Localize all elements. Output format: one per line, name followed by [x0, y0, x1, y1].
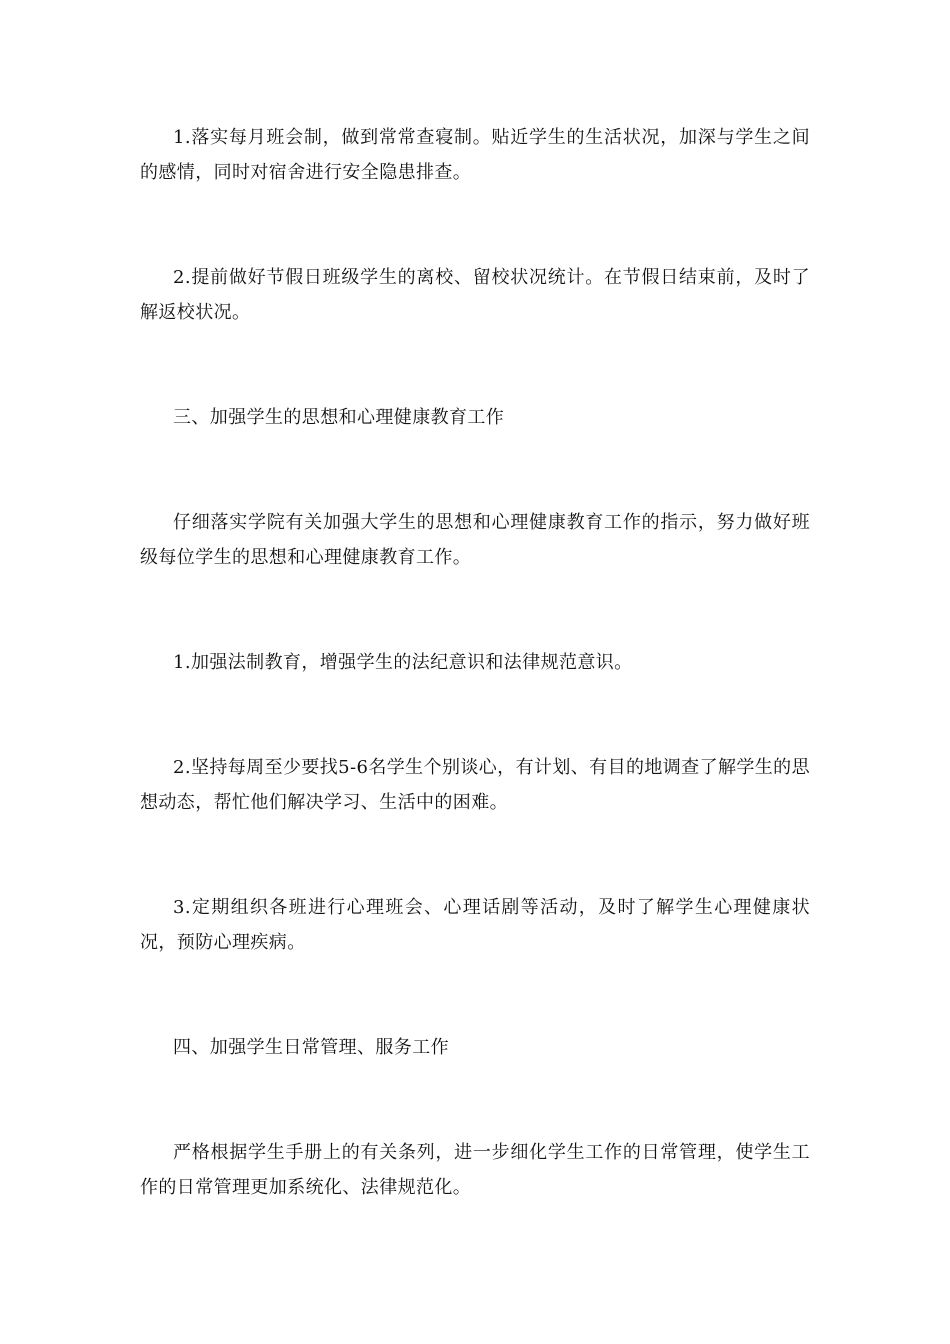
paragraph-student-talks: 2.坚持每周至少要找5-6名学生个别谈心，有计划、有目的地调查了解学生的思想动态，帮忙他们解决学习、生活中的困难。 — [140, 757, 810, 813]
paragraph-psych-activities: 3.定期组织各班进行心理班会、心理话剧等活动，及时了解学生心理健康状况，预防心理疾病。 — [140, 897, 810, 953]
paragraph-mental-health-intro: 仔细落实学院有关加强大学生的思想和心理健康教育工作的指示，努力做好班级每位学生的思想和心理健康教育工作。 — [140, 512, 810, 568]
paragraph-legal-education: 1.加强法制教育，增强学生的法纪意识和法律规范意识。 — [173, 652, 633, 673]
section-heading-daily-management: 四、加强学生日常管理、服务工作 — [173, 1037, 449, 1058]
paragraph-holiday-statistics: 2.提前做好节假日班级学生的离校、留校状况统计。在节假日结束前，及时了解返校状况。 — [140, 267, 810, 323]
section-heading-mental-health: 三、加强学生的思想和心理健康教育工作 — [173, 407, 505, 428]
paragraph-daily-management: 严格根据学生手册上的有关条列，进一步细化学生工作的日常管理，使学生工作的日常管理更加系统化、法律规范化。 — [140, 1142, 810, 1198]
paragraph-dorm-check: 1.落实每月班会制，做到常常查寝制。贴近学生的生活状况，加深与学生之间的感情，同时对宿舍进行安全隐患排查。 — [140, 127, 810, 183]
